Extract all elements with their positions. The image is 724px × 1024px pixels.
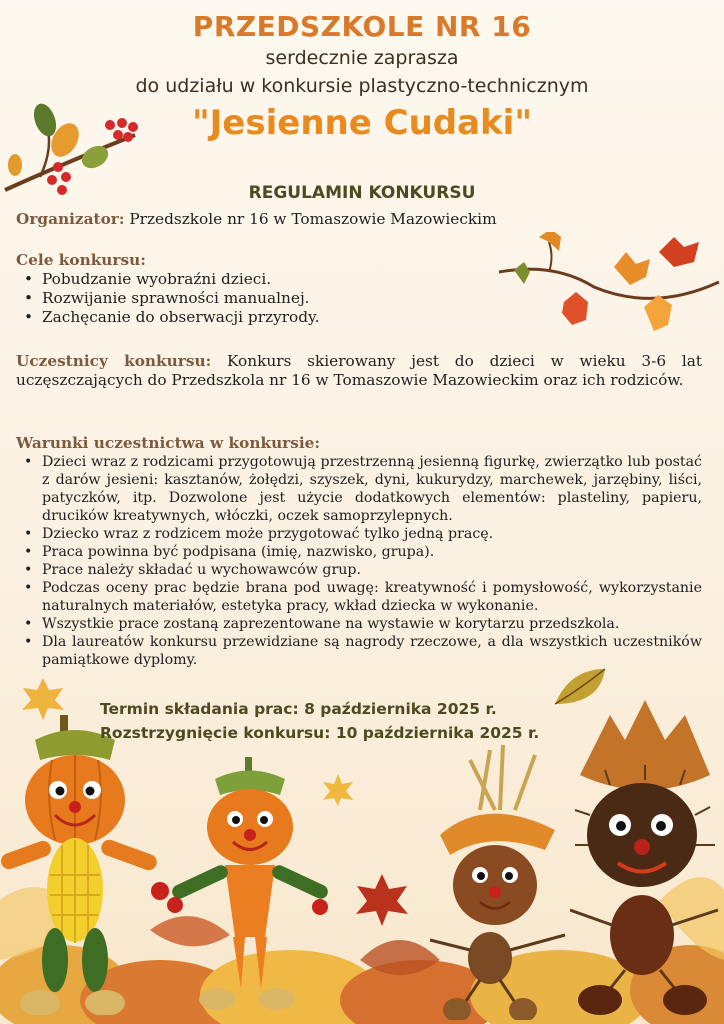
list-item: • Pobudzanie wyobraźni dzieci. [42, 270, 702, 289]
conditions-list [16, 453, 702, 669]
organizer-text: Przedszkole nr 16 w Tomaszowie Mazowieckim [129, 210, 497, 228]
acorn-figure [425, 740, 575, 1020]
list-item: • Dziecko wraz z rodzicem może przygotować tylko jedną pracę. [42, 525, 702, 543]
participants-text: Konkurs skierowany jest do dzieci w wieku 3-6 lat uczęszczających do Przedszkola nr 16 w Tomaszowie Mazowieckim oraz ich rodziców. [16, 352, 702, 389]
submission-label: Termin składania prac: [100, 700, 299, 718]
page-title: PRZEDSZKOLE NR 16 [192, 10, 532, 43]
list-item: • Zachęcanie do obserwacji przyrody. [42, 308, 702, 327]
red-leaf-icon [352, 872, 412, 928]
list-item: • Praca powinna być podpisana (imię, nazwisko, grupa). [42, 543, 702, 561]
submission-date: 8 października 2025 r. [304, 700, 497, 718]
list-item: • Prace należy składać u wychowawców grup. [42, 561, 702, 579]
invitation-line-1: serdecznie zaprasza [265, 47, 459, 69]
results-date [100, 724, 539, 742]
list-item: • Podczas oceny prac będzie brana pod uwagę: kreatywność i pomysłowość, wykorzystanie naturalnych materiałów, estetyka pracy, wkład dziecka w wykonanie. [42, 579, 702, 615]
participants-section [16, 352, 702, 390]
organizer-section [16, 210, 702, 229]
results-date-value: 10 października 2025 r. [335, 724, 540, 742]
pumpkin-corn-figure [0, 715, 170, 1015]
invitation-line-2: do udziału w konkursie plastyczno-technicznym [135, 75, 589, 97]
submission-deadline [100, 700, 497, 718]
conditions-label: Warunki uczestnictwa w konkursie: [16, 434, 321, 452]
organizer-label: Organizator: [16, 210, 125, 228]
results-label: Rozstrzygnięcie konkursu: [100, 724, 331, 742]
goals-list [16, 270, 702, 327]
chestnut-figure [570, 695, 720, 1024]
participants-label: Uczestnicy konkursu: [16, 352, 212, 370]
goals-label: Cele konkursu: [16, 251, 146, 269]
list-item: • Dla laureatów konkursu przewidziane są nagrody rzeczowe, a dla wszystkich uczestników pamiątkowe dyplomy. [42, 633, 702, 669]
conditions-section [16, 434, 702, 669]
contest-name: "Jesienne Cudaki" [191, 103, 533, 143]
pumpkin-carrot-figure [165, 757, 335, 1017]
rules-heading: REGULAMIN KONKURSU [248, 183, 476, 203]
list-item: • Dzieci wraz z rodzicami przygotowują przestrzenną jesienną figurkę, zwierzątko lub postać z darów jesieni: kasztanów, żołędzi, szyszek, dyni, kukurydzy, marchewek, jarzębiny, liści, patyczków, itp. Dozwolone jest użycie dodatkowych elementów: plasteliny, papieru, drucików kreatywnych, włóczki, oczek samoprzylepnych. [42, 453, 702, 525]
list-item: • Wszystkie prace zostaną zaprezentowane na wystawie w korytarzu przedszkola. [42, 615, 702, 633]
list-item: • Rozwijanie sprawności manualnej. [42, 289, 702, 308]
goals-section [16, 251, 702, 327]
